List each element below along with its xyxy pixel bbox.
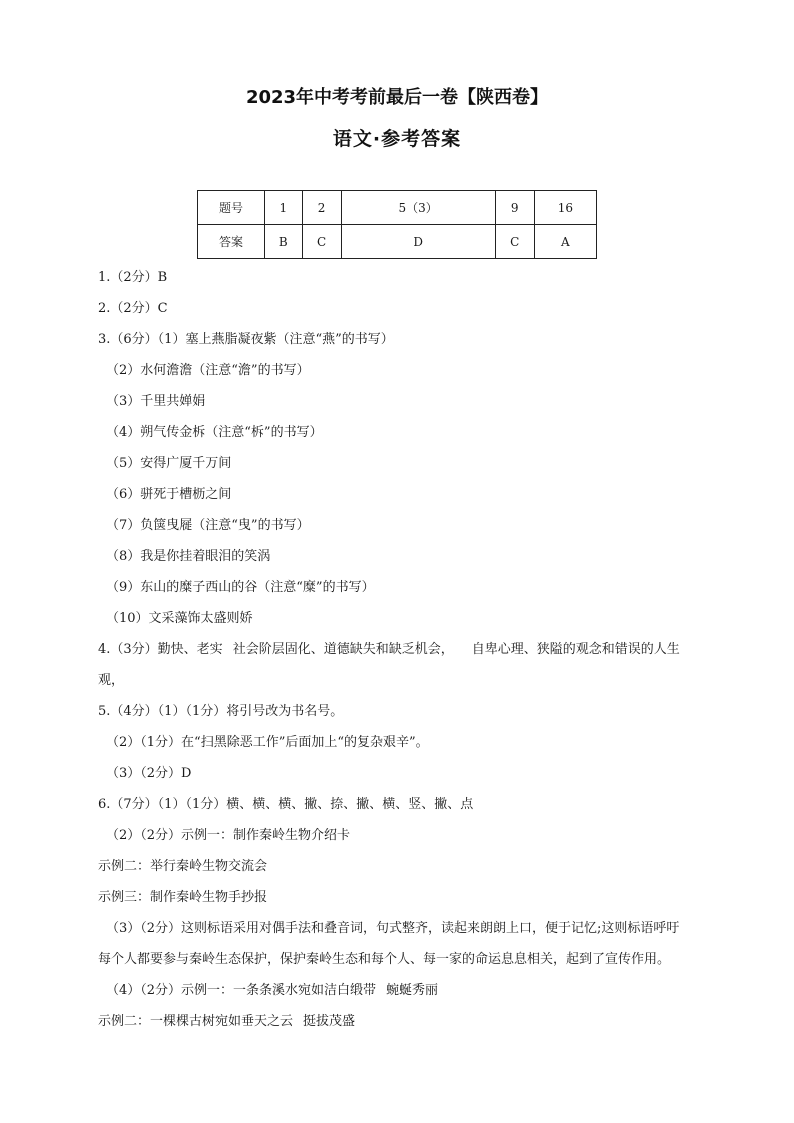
answer-cell: C bbox=[302, 225, 341, 259]
answer-line-q3-6: （6）骈死于槽枥之间 bbox=[106, 487, 232, 502]
table-row-label: 题号 bbox=[198, 191, 265, 225]
answer-q6-4a-phrase: 蜿蜒秀丽 bbox=[386, 983, 439, 998]
question-number-cell: 2 bbox=[302, 191, 341, 225]
answer-q6-4b-text: 示例二：一棵棵古树宛如垂天之云 bbox=[98, 1014, 294, 1029]
answer-table bbox=[197, 190, 597, 259]
answer-line-q3-8: （8）我是你挂着眼泪的笑涡 bbox=[106, 549, 271, 564]
answer-q6-4a-text: （4）（2分）示例一：一条条溪水宛如洁白缎带 bbox=[106, 983, 377, 998]
answer-q6-4b-phrase: 挺拔茂盛 bbox=[303, 1014, 356, 1029]
answer-line-q5-2: （2）（1分）在“扫黑除恶工作”后面加上“的复杂艰辛”。 bbox=[106, 735, 429, 750]
answer-q4-part-b: 社会阶层固化、道德缺失和缺乏机会， bbox=[232, 642, 454, 657]
answer-line-q5-3: （3）（2分）D bbox=[106, 766, 192, 781]
question-number-cell: 16 bbox=[534, 191, 596, 225]
answer-line-q6-2: （2）（2分）示例一：制作秦岭生物介绍卡 bbox=[106, 828, 351, 843]
answer-line-q6-1: 6.（7分）（1）（1分）横、横、横、撇、捺、撇、横、竖、撇、点 bbox=[98, 797, 474, 812]
table-row bbox=[198, 191, 597, 225]
answer-line-q4-cont: 观， bbox=[98, 673, 125, 688]
answer-line-q3-10: （10）文采藻饰太盛则娇 bbox=[106, 611, 253, 626]
answer-line-q6-3b: 每个人都要参与秦岭生态保护，保护秦岭生态和每个人、每一家的命运息息相关，起到了宣传作用。 bbox=[98, 952, 671, 967]
answer-line-q6-2c: 示例三：制作秦岭生物手抄报 bbox=[98, 890, 268, 905]
answer-line-q3-1: 3.（6分）（1）塞上燕脂凝夜紫（注意“燕”的书写） bbox=[98, 332, 394, 347]
answer-line-q6-4b bbox=[98, 1006, 728, 1037]
answer-line-q3-7: （7）负箧曳屣（注意“曳”的书写） bbox=[106, 518, 310, 533]
answer-line-q5-1: 5.（4分）（1）（1分）将引号改为书名号。 bbox=[98, 704, 344, 719]
answer-q4-part-a: 4.（3分）勤快、老实 bbox=[98, 642, 223, 657]
answer-line-q2: 2.（2分）C bbox=[98, 301, 168, 316]
answer-line-q4 bbox=[98, 634, 728, 665]
answer-line-q3-2: （2）水何澹澹（注意“澹”的书写） bbox=[106, 363, 310, 378]
answer-line-q6-4a bbox=[98, 975, 728, 1006]
answer-cell: C bbox=[495, 225, 534, 259]
question-number-cell: 5（3） bbox=[341, 191, 495, 225]
answer-q4-part-c: 自卑心理、狭隘的观念和错误的人生 bbox=[471, 642, 680, 657]
answer-cell: D bbox=[341, 225, 495, 259]
answer-line-q6-3a: （3）（2分）这则标语采用对偶手法和叠音词，句式整齐，读起来朗朗上口，便于记忆;这则标语呼吁 bbox=[106, 921, 680, 936]
answer-content bbox=[98, 262, 728, 1037]
answer-line-q3-5: （5）安得广厦千万间 bbox=[106, 456, 232, 471]
answer-line-q3-9: （9）东山的糜子西山的谷（注意“糜”的书写） bbox=[106, 580, 375, 595]
answer-line-q1: 1.（2分）B bbox=[98, 270, 168, 285]
answer-cell: A bbox=[534, 225, 596, 259]
question-number-cell: 1 bbox=[265, 191, 303, 225]
table-row-label: 答案 bbox=[198, 225, 265, 259]
document-title: 2023年中考考前最后一卷【陕西卷】 bbox=[245, 87, 549, 108]
answer-line-q3-4: （4）朔气传金柝（注意“柝”的书写） bbox=[106, 425, 323, 440]
question-number-cell: 9 bbox=[495, 191, 534, 225]
answer-line-q3-3: （3）千里共婵娟 bbox=[106, 394, 206, 409]
answer-cell: B bbox=[265, 225, 303, 259]
document-subtitle: 语文·参考答案 bbox=[332, 128, 462, 150]
answer-line-q6-2b: 示例二：举行秦岭生物交流会 bbox=[98, 859, 268, 874]
table-row bbox=[198, 225, 597, 259]
